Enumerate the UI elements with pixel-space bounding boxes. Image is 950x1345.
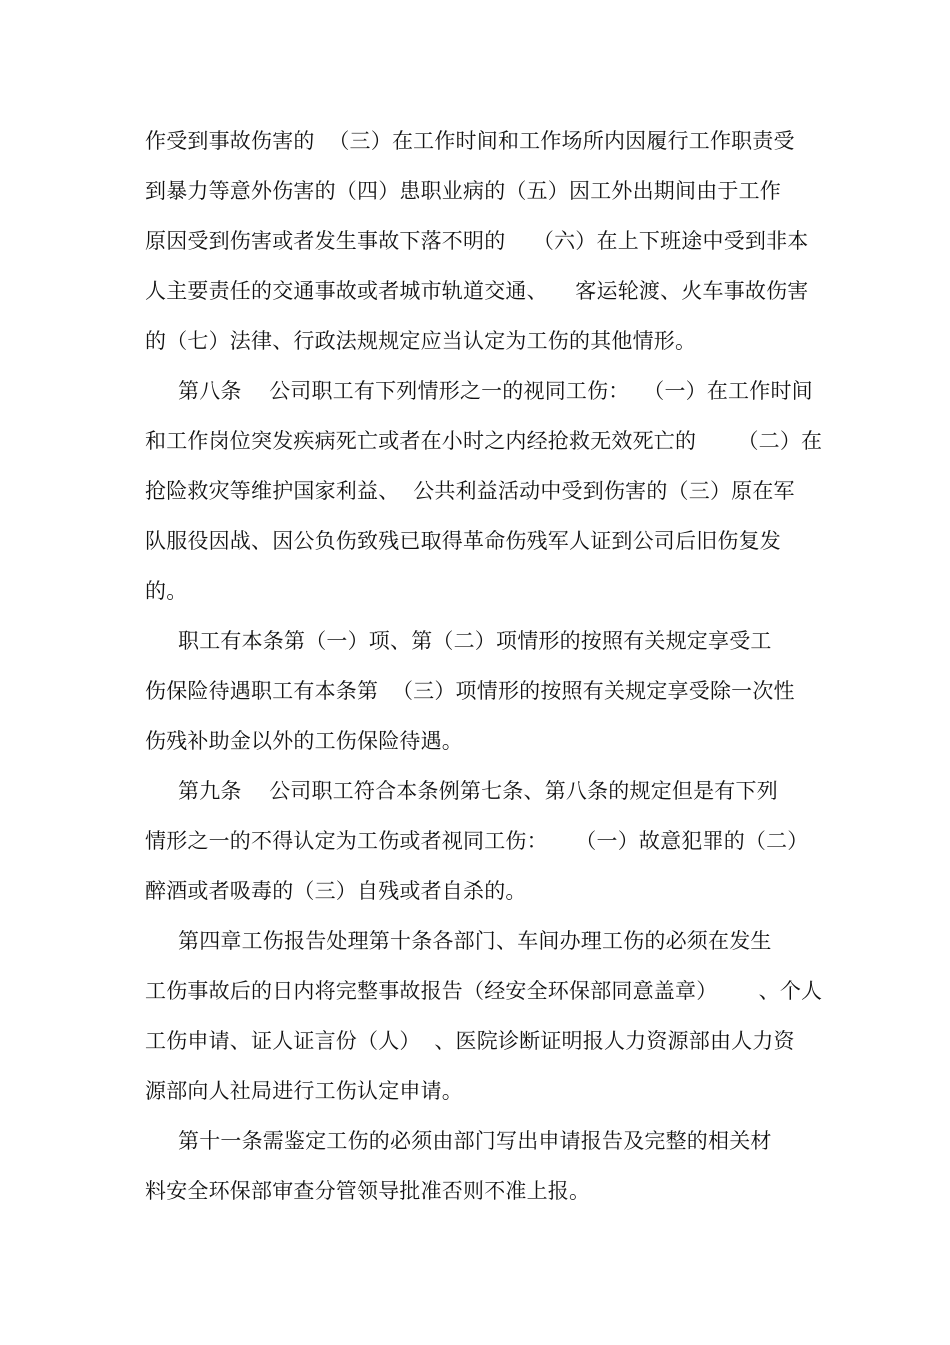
text-line: 的（七）法律、行政法规规定应当认定为工伤的其他情形。 — [145, 329, 697, 353]
text-line: 作受到事故伤害的 （三）在工作时间和工作场所内因履行工作职责受 — [145, 129, 795, 153]
text-line: 到暴力等意外伤害的（四）患职业病的（五）因工外出期间由于工作 — [145, 179, 781, 203]
text-line: 抢险救灾等维护国家利益、 公共利益活动中受到伤害的（三）原在军 — [145, 479, 795, 503]
text-line: 伤残补助金以外的工伤保险待遇。 — [145, 729, 463, 753]
text-line: 源部向人社局进行工伤认定申请。 — [145, 1079, 463, 1103]
paragraph-start-line: 第九条 公司职工符合本条例第七条、第八条的规定但是有下列 — [178, 779, 778, 803]
text-line: 原因受到伤害或者发生事故下落不明的 （六）在上下班途中受到非本 — [145, 229, 809, 253]
text-line: 工伤申请、证人证言份（人） 、医院诊断证明报人力资源部由人力资 — [145, 1029, 795, 1053]
text-line: 料安全环保部审查分管领导批准否则不准上报。 — [145, 1179, 591, 1203]
paragraph-start-line: 第十一条需鉴定工伤的必须由部门写出申请报告及完整的相关材 — [178, 1129, 772, 1153]
paragraph-start-line: 第四章工伤报告处理第十条各部门、车间办理工伤的必须在发生 — [178, 929, 772, 953]
text-line: 醉酒或者吸毒的（三）自残或者自杀的。 — [145, 879, 527, 903]
paragraph-start-line: 第八条 公司职工有下列情形之一的视同工伤： （一）在工作时间 — [178, 379, 813, 403]
text-line: 人主要责任的交通事故或者城市轨道交通、 客运轮渡、火车事故伤害 — [145, 279, 809, 303]
text-line: 的。 — [145, 579, 188, 603]
text-line: 情形之一的不得认定为工伤或者视同工伤： （一）故意犯罪的（二） — [145, 829, 809, 853]
text-line: 伤保险待遇职工有本条第 （三）项情形的按照有关规定享受除一次性 — [145, 679, 795, 703]
text-line: 工伤事故后的日内将完整事故报告（经安全环保部同意盖章） 、个人 — [145, 979, 823, 1003]
paragraph-start-line: 职工有本条第（一）项、第（二）项情形的按照有关规定享受工 — [178, 629, 772, 653]
text-line: 和工作岗位突发疾病死亡或者在小时之内经抢救无效死亡的 （二）在 — [145, 429, 823, 453]
text-line: 队服役因战、因公负伤致残已取得革命伤残军人证到公司后旧伤复发 — [145, 529, 781, 553]
